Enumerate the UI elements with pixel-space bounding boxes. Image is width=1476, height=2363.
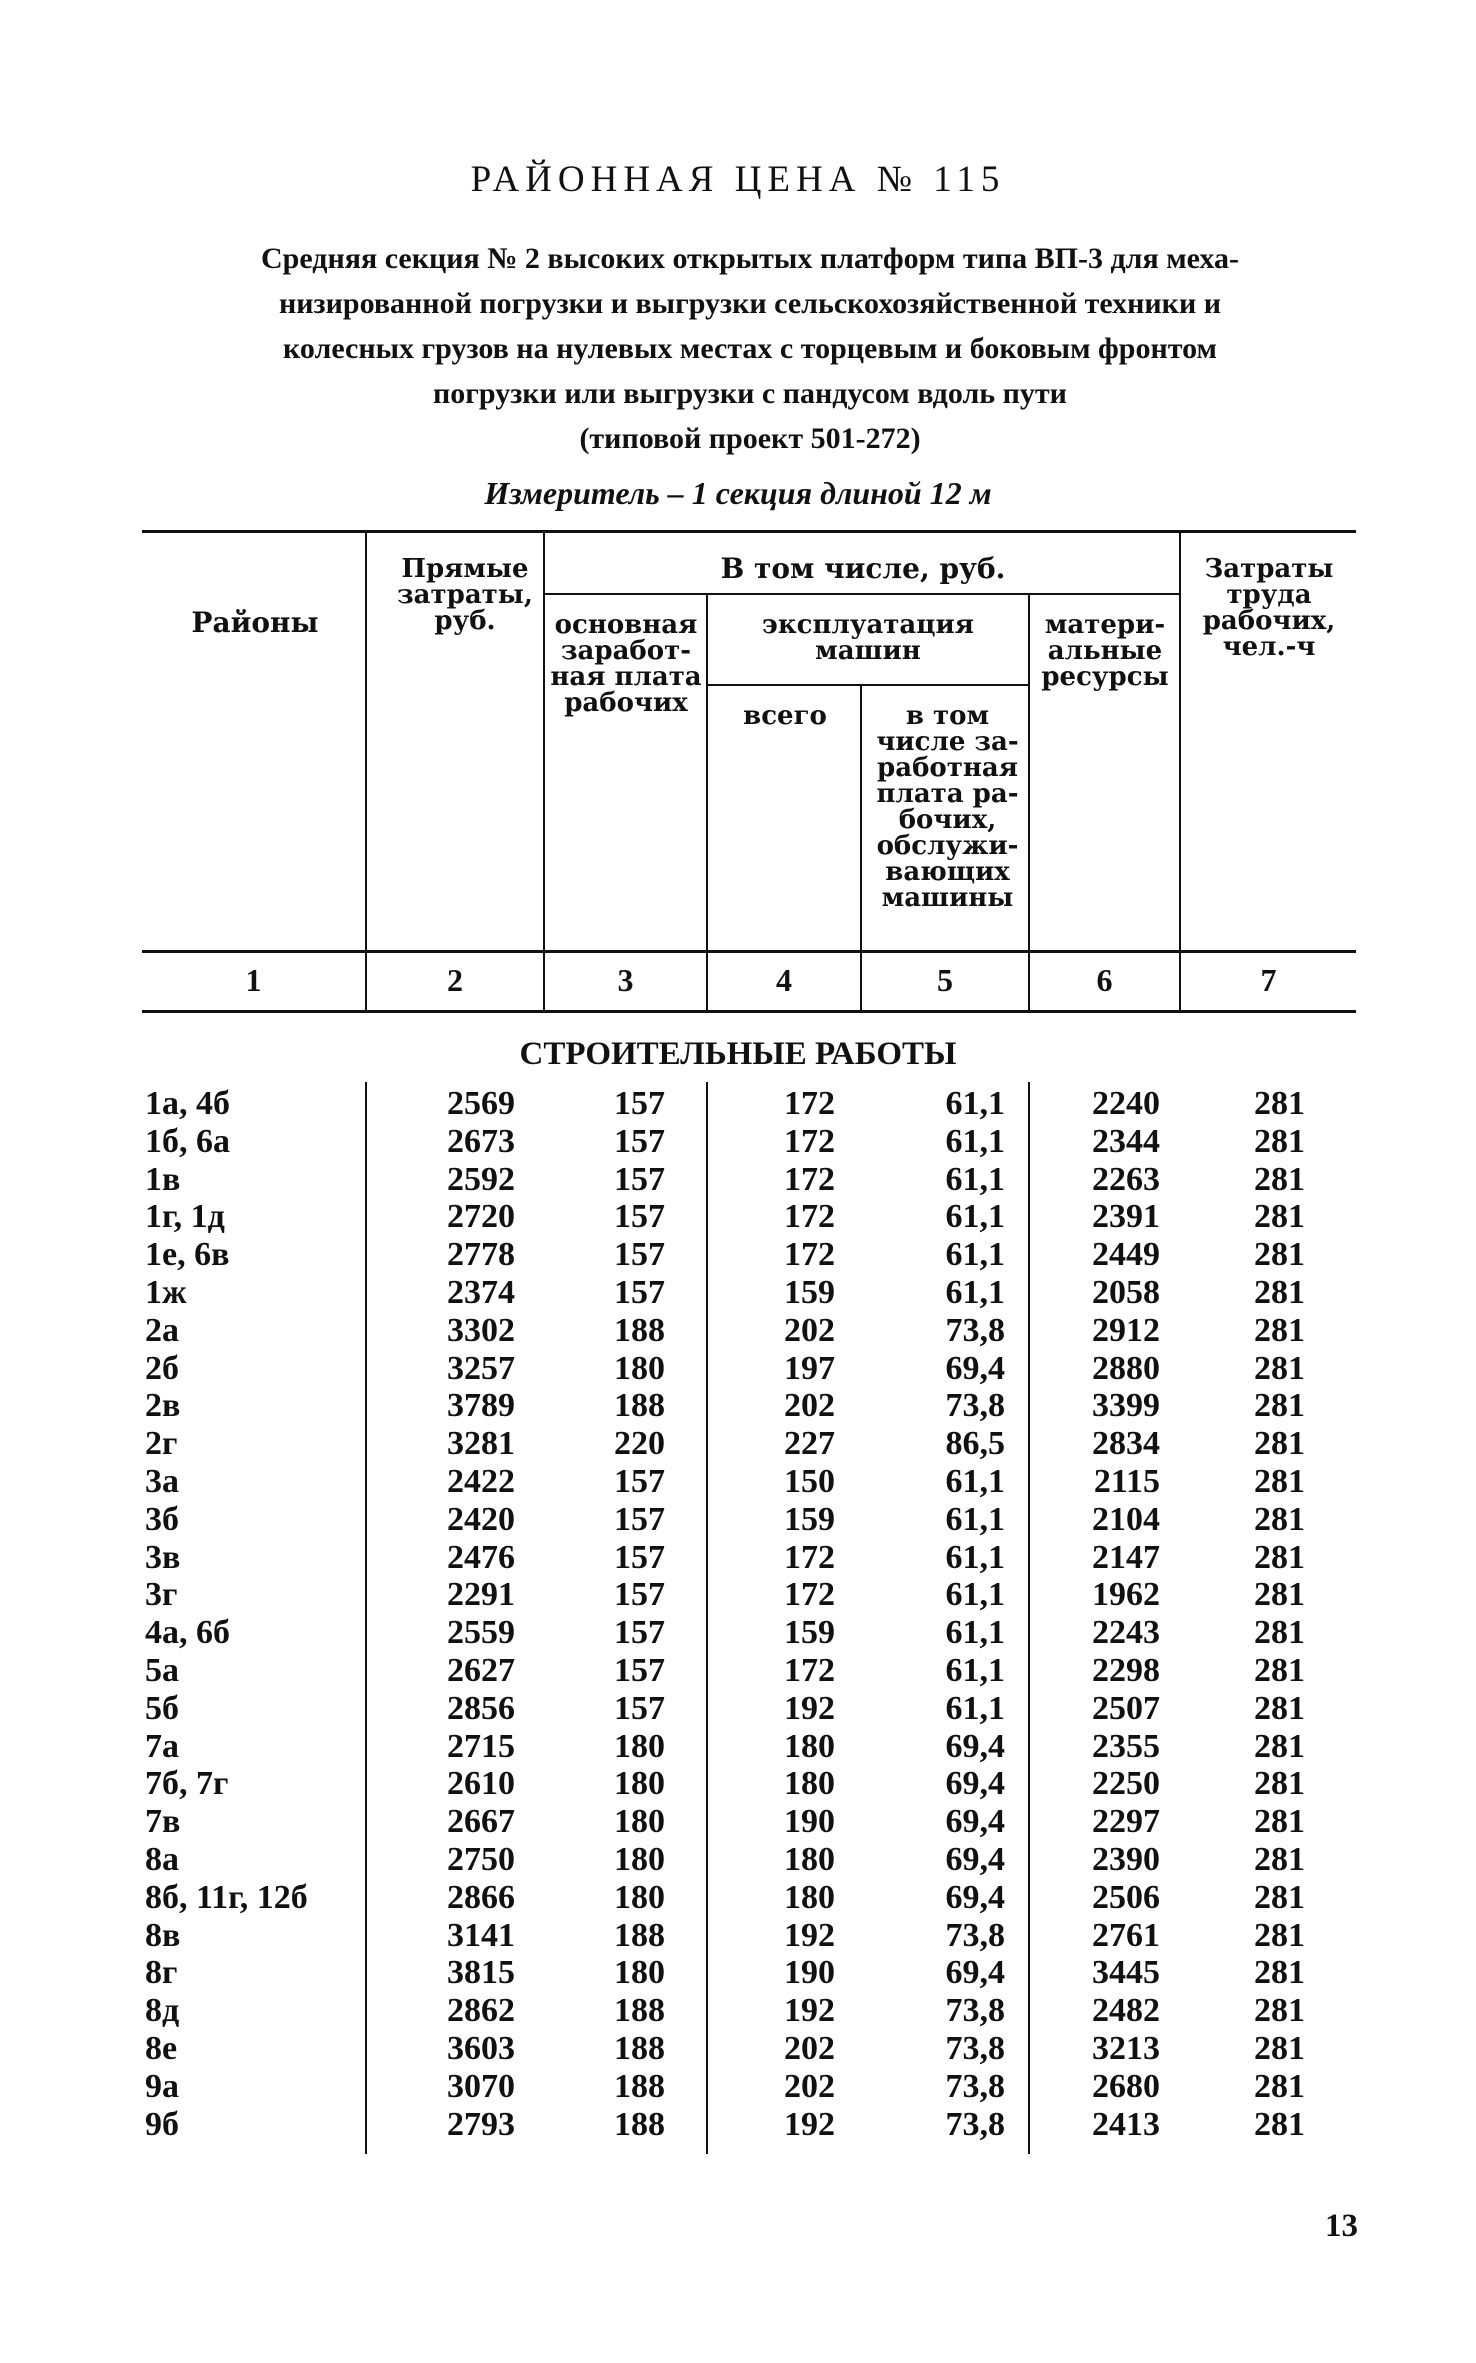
region-cell: 5а	[145, 1652, 179, 1689]
machines-total-cell: 227	[784, 1425, 835, 1463]
header-machine-operation: эксплуатация машин	[762, 610, 974, 666]
table-row	[0, 1387, 1476, 1425]
labor-cell: 281	[1254, 1274, 1305, 1311]
labor-cell: 281	[1254, 1576, 1305, 1614]
labor-cell: 281	[1254, 1765, 1305, 1803]
materials-cell: 2250	[1092, 1765, 1160, 1803]
col-divider	[365, 530, 367, 1013]
column-number: 6	[1096, 962, 1113, 998]
base-wage-cell: 220	[614, 1425, 665, 1463]
labor-cell: 281	[1254, 1311, 1305, 1349]
direct-costs-cell: 2715	[447, 1727, 515, 1765]
machine-wage-cell: 61,1	[945, 1463, 1005, 1500]
table-row	[0, 1123, 1476, 1161]
base-wage-cell: 157	[614, 1652, 665, 1689]
machine-wage-cell: 73,8	[945, 2030, 1005, 2067]
labor-cell: 281	[1254, 1500, 1305, 1538]
table-row	[0, 1501, 1476, 1539]
region-cell: 8б, 11г, 12б	[145, 1878, 308, 1916]
header-including-wage: в том числе за- работная плата ра- бочих, обслужи- вающих машины	[876, 701, 1019, 913]
labor-cell: 281	[1254, 1652, 1305, 1689]
base-wage-cell: 180	[614, 1954, 665, 1992]
machine-wage-cell: 61,1	[945, 1538, 1005, 1576]
base-wage-cell: 157	[614, 1614, 665, 1652]
table-row	[0, 1614, 1476, 1652]
region-cell: 8в	[145, 1916, 181, 1954]
base-wage-cell: 157	[614, 1160, 665, 1198]
header-including: В том числе, руб.	[720, 552, 1006, 585]
region-cell: 1а, 4б	[145, 1085, 230, 1122]
machine-wage-cell: 61,1	[945, 1236, 1005, 1274]
labor-cell: 281	[1254, 2105, 1305, 2143]
header-materials: матери- альные ресурсы	[1041, 610, 1169, 692]
machine-wage-cell: 61,1	[945, 1085, 1005, 1122]
materials-cell: 2263	[1092, 1160, 1160, 1198]
table-row	[0, 1274, 1476, 1312]
region-cell: 3а	[145, 1463, 179, 1500]
region-cell: 1в	[145, 1160, 181, 1198]
materials-cell: 3399	[1092, 1387, 1160, 1425]
region-cell: 9а	[145, 2067, 179, 2105]
base-wage-cell: 157	[614, 1500, 665, 1538]
region-cell: 1г, 1д	[145, 1198, 225, 1236]
region-cell: 1б, 6а	[145, 1122, 230, 1160]
labor-cell: 281	[1254, 1803, 1305, 1841]
machine-wage-cell: 61,1	[945, 1198, 1005, 1236]
materials-cell: 2355	[1092, 1727, 1160, 1765]
direct-costs-cell: 2793	[447, 2105, 515, 2143]
base-wage-cell: 157	[614, 1576, 665, 1614]
machines-total-cell: 190	[784, 1803, 835, 1841]
labor-cell: 281	[1254, 1122, 1305, 1160]
labor-cell: 281	[1254, 1727, 1305, 1765]
table-row	[0, 2068, 1476, 2106]
base-wage-cell: 157	[614, 1463, 665, 1500]
machines-total-cell: 159	[784, 1500, 835, 1538]
header-total: всего	[743, 701, 827, 731]
region-cell: 9б	[145, 2105, 179, 2143]
labor-cell: 281	[1254, 1349, 1305, 1387]
base-wage-cell: 157	[614, 1198, 665, 1236]
base-wage-cell: 180	[614, 1841, 665, 1878]
labor-cell: 281	[1254, 1085, 1305, 1122]
direct-costs-cell: 3141	[447, 1916, 515, 1954]
machine-wage-cell: 61,1	[945, 1274, 1005, 1311]
machines-total-cell: 202	[784, 2030, 835, 2067]
labor-cell: 281	[1254, 1916, 1305, 1954]
materials-cell: 1962	[1092, 1576, 1160, 1614]
region-cell: 8д	[145, 1992, 180, 2030]
machine-wage-cell: 73,8	[945, 1387, 1005, 1425]
base-wage-cell: 180	[614, 1727, 665, 1765]
materials-cell: 2391	[1092, 1198, 1160, 1236]
machines-total-cell: 172	[784, 1085, 835, 1122]
region-cell: 2б	[145, 1349, 179, 1387]
section-title: СТРОИТЕЛЬНЫЕ РАБОТЫ	[519, 1036, 957, 1072]
subtitle-line: низированной погрузки и выгрузки сельскохозяйственной техники и	[278, 287, 1222, 320]
direct-costs-cell: 2862	[447, 1992, 515, 2030]
machine-wage-cell: 73,8	[945, 2067, 1005, 2105]
base-wage-cell: 188	[614, 1992, 665, 2030]
direct-costs-cell: 2750	[447, 1841, 515, 1878]
labor-cell: 281	[1254, 2030, 1305, 2067]
machines-total-cell: 180	[784, 1841, 835, 1878]
labor-cell: 281	[1254, 1689, 1305, 1727]
table-row	[0, 1841, 1476, 1879]
base-wage-cell: 180	[614, 1803, 665, 1841]
base-wage-cell: 188	[614, 2030, 665, 2067]
table-row	[0, 1879, 1476, 1917]
machines-total-cell: 159	[784, 1274, 835, 1311]
machines-total-cell: 172	[784, 1236, 835, 1274]
labor-cell: 281	[1254, 1878, 1305, 1916]
machines-total-cell: 172	[784, 1652, 835, 1689]
base-wage-cell: 188	[614, 1387, 665, 1425]
table-row	[0, 1917, 1476, 1955]
subtitle	[142, 236, 1358, 461]
direct-costs-cell: 2476	[447, 1538, 515, 1576]
labor-cell: 281	[1254, 1236, 1305, 1274]
column-number: 4	[776, 962, 792, 998]
subtitle-line: колесных грузов на нулевых местах с торцевым и боковым фронтом	[283, 332, 1217, 365]
materials-cell: 2834	[1092, 1425, 1160, 1463]
region-cell: 8г	[145, 1954, 178, 1992]
materials-cell: 2761	[1092, 1916, 1160, 1954]
labor-cell: 281	[1254, 1841, 1305, 1878]
region-cell: 2а	[145, 1311, 179, 1349]
machines-total-cell: 172	[784, 1198, 835, 1236]
table-row	[0, 1954, 1476, 1992]
region-cell: 8а	[145, 1841, 179, 1878]
machines-rule	[708, 684, 1028, 686]
machine-wage-cell: 69,4	[945, 1841, 1005, 1878]
materials-cell: 2240	[1092, 1085, 1160, 1122]
labor-cell: 281	[1254, 1160, 1305, 1198]
machine-wage-cell: 69,4	[945, 1954, 1005, 1992]
header-labor: Затраты труда рабочих, чел.-ч	[1202, 554, 1336, 662]
header-top-rule	[142, 530, 1356, 533]
numbers-bottom-rule	[142, 1010, 1356, 1013]
materials-cell: 2147	[1092, 1538, 1160, 1576]
direct-costs-cell: 2569	[447, 1085, 515, 1122]
labor-cell: 281	[1254, 1614, 1305, 1652]
header-bottom-rule	[142, 950, 1356, 953]
machines-total-cell: 197	[784, 1349, 835, 1387]
machine-wage-cell: 61,1	[945, 1122, 1005, 1160]
region-cell: 8е	[145, 2030, 178, 2067]
table-row	[0, 1576, 1476, 1614]
materials-cell: 2104	[1092, 1500, 1160, 1538]
table-row	[0, 1463, 1476, 1501]
region-cell: 2г	[145, 1425, 178, 1463]
machines-total-cell: 202	[784, 1311, 835, 1349]
table-row	[0, 1198, 1476, 1236]
base-wage-cell: 188	[614, 1916, 665, 1954]
machine-wage-cell: 61,1	[945, 1614, 1005, 1652]
machines-total-cell: 190	[784, 1954, 835, 1992]
machine-wage-cell: 73,8	[945, 2105, 1005, 2143]
region-cell: 3г	[145, 1576, 178, 1614]
region-cell: 4а, 6б	[145, 1614, 230, 1652]
machine-wage-cell: 69,4	[945, 1878, 1005, 1916]
machines-total-cell: 192	[784, 1689, 835, 1727]
materials-cell: 3213	[1092, 2030, 1160, 2067]
machine-wage-cell: 69,4	[945, 1765, 1005, 1803]
col-divider	[1179, 530, 1181, 1013]
machine-wage-cell: 69,4	[945, 1727, 1005, 1765]
materials-cell: 2058	[1092, 1274, 1160, 1311]
base-wage-cell: 157	[614, 1274, 665, 1311]
labor-cell: 281	[1254, 1538, 1305, 1576]
materials-cell: 2115	[1093, 1463, 1160, 1500]
materials-cell: 2680	[1092, 2067, 1160, 2105]
subtitle-line: погрузки или выгрузки с пандусом вдоль пути	[433, 377, 1067, 410]
direct-costs-cell: 2778	[447, 1236, 515, 1274]
column-number: 2	[447, 962, 463, 998]
machines-total-cell: 172	[784, 1122, 835, 1160]
base-wage-cell: 157	[614, 1085, 665, 1122]
base-wage-cell: 180	[614, 1765, 665, 1803]
region-cell: 7в	[145, 1803, 181, 1841]
table-row	[0, 2030, 1476, 2068]
labor-cell: 281	[1254, 2067, 1305, 2105]
machine-wage-cell: 61,1	[945, 1160, 1005, 1198]
table-row	[0, 1728, 1476, 1766]
header-base-wage: основная заработ- ная плата рабочих	[550, 610, 702, 718]
base-wage-cell: 157	[614, 1538, 665, 1576]
region-cell: 5б	[145, 1689, 179, 1727]
table-row	[0, 1803, 1476, 1841]
direct-costs-cell: 2627	[447, 1652, 515, 1689]
base-wage-cell: 157	[614, 1236, 665, 1274]
direct-costs-cell: 2610	[447, 1765, 515, 1803]
direct-costs-cell: 3070	[447, 2067, 515, 2105]
table-row	[0, 1425, 1476, 1463]
direct-costs-cell: 2720	[447, 1198, 515, 1236]
region-cell: 7а	[145, 1727, 179, 1765]
machine-wage-cell: 61,1	[945, 1689, 1005, 1727]
region-cell: 1ж	[145, 1274, 187, 1311]
machines-total-cell: 180	[784, 1878, 835, 1916]
table-row	[0, 1085, 1476, 1123]
materials-cell: 2390	[1092, 1841, 1160, 1878]
materials-cell: 2243	[1092, 1614, 1160, 1652]
region-cell: 1е, 6в	[145, 1236, 230, 1274]
header-direct-costs: Прямые затраты, руб.	[397, 554, 533, 636]
col-divider	[1028, 593, 1030, 1013]
materials-cell: 2482	[1092, 1992, 1160, 2030]
machines-total-cell: 172	[784, 1576, 835, 1614]
base-wage-cell: 180	[614, 1349, 665, 1387]
base-wage-cell: 188	[614, 1311, 665, 1349]
region-cell: 3в	[145, 1538, 181, 1576]
including-rule	[545, 593, 1181, 595]
materials-cell: 2880	[1092, 1349, 1160, 1387]
direct-costs-cell: 2667	[447, 1803, 515, 1841]
base-wage-cell: 180	[614, 1878, 665, 1916]
machines-total-cell: 192	[784, 1916, 835, 1954]
materials-cell: 2298	[1092, 1652, 1160, 1689]
materials-cell: 2344	[1092, 1122, 1160, 1160]
table-row	[0, 1690, 1476, 1728]
machine-wage-cell: 61,1	[945, 1576, 1005, 1614]
base-wage-cell: 188	[614, 2105, 665, 2143]
direct-costs-cell: 3789	[447, 1387, 515, 1425]
machines-total-cell: 159	[784, 1614, 835, 1652]
machine-wage-cell: 61,1	[945, 1500, 1005, 1538]
machines-total-cell: 180	[784, 1765, 835, 1803]
base-wage-cell: 188	[614, 2067, 665, 2105]
materials-cell: 2507	[1092, 1689, 1160, 1727]
base-wage-cell: 157	[614, 1689, 665, 1727]
labor-cell: 281	[1254, 1463, 1305, 1500]
materials-cell: 2297	[1092, 1803, 1160, 1841]
page-title: РАЙОННАЯ ЦЕНА № 115	[470, 159, 1006, 200]
table-row	[0, 1992, 1476, 2030]
machine-wage-cell: 69,4	[945, 1349, 1005, 1387]
page-number: 13	[1325, 2208, 1358, 2244]
machines-total-cell: 202	[784, 1387, 835, 1425]
direct-costs-cell: 2673	[447, 1122, 515, 1160]
machines-total-cell: 202	[784, 2067, 835, 2105]
materials-cell: 2413	[1092, 2105, 1160, 2143]
direct-costs-cell: 3281	[447, 1425, 515, 1463]
labor-cell: 281	[1254, 1425, 1305, 1463]
materials-cell: 2506	[1092, 1878, 1160, 1916]
region-cell: 7б, 7г	[145, 1765, 229, 1803]
header-regions: Районы	[191, 606, 319, 639]
machines-total-cell: 172	[784, 1160, 835, 1198]
machines-total-cell: 180	[784, 1727, 835, 1765]
machine-wage-cell: 61,1	[945, 1652, 1005, 1689]
labor-cell: 281	[1254, 1954, 1305, 1992]
base-wage-cell: 157	[614, 1122, 665, 1160]
subtitle-line: (типовой проект 501-272)	[579, 422, 921, 455]
column-number: 1	[245, 962, 262, 998]
direct-costs-cell: 3257	[447, 1349, 515, 1387]
materials-cell: 2449	[1092, 1236, 1160, 1274]
machines-total-cell: 172	[784, 1538, 835, 1576]
subtitle-line: Средняя секция № 2 высоких открытых платформ типа ВП-3 для меха-	[261, 242, 1239, 275]
labor-cell: 281	[1254, 1387, 1305, 1425]
labor-cell: 281	[1254, 1992, 1305, 2030]
col-divider	[706, 593, 708, 1013]
direct-costs-cell: 2420	[447, 1500, 515, 1538]
machines-total-cell: 150	[784, 1463, 835, 1500]
table-row	[0, 2106, 1476, 2144]
direct-costs-cell: 3302	[447, 1311, 515, 1349]
table-row	[0, 1312, 1476, 1350]
column-number: 3	[617, 962, 634, 998]
direct-costs-cell: 2592	[447, 1160, 515, 1198]
table-row	[0, 1539, 1476, 1577]
direct-costs-cell: 2374	[447, 1274, 515, 1311]
direct-costs-cell: 2866	[447, 1878, 515, 1916]
materials-cell: 3445	[1092, 1954, 1160, 1992]
direct-costs-cell: 3815	[447, 1954, 515, 1992]
direct-costs-cell: 3603	[447, 2030, 515, 2067]
table-row	[0, 1350, 1476, 1388]
materials-cell: 2912	[1092, 1311, 1160, 1349]
direct-costs-cell: 2291	[447, 1576, 515, 1614]
region-cell: 3б	[145, 1500, 179, 1538]
table-row	[0, 1236, 1476, 1274]
table-row	[0, 1652, 1476, 1690]
region-cell: 2в	[145, 1387, 181, 1425]
machine-wage-cell: 73,8	[945, 1916, 1005, 1954]
table-row	[0, 1765, 1476, 1803]
measure-unit: Измеритель – 1 секция длиной 12 м	[484, 475, 992, 511]
direct-costs-cell: 2559	[447, 1614, 515, 1652]
machine-wage-cell: 73,8	[945, 1992, 1005, 2030]
column-number: 5	[937, 962, 953, 998]
machine-wage-cell: 73,8	[945, 1311, 1005, 1349]
labor-cell: 281	[1254, 1198, 1305, 1236]
direct-costs-cell: 2856	[447, 1689, 515, 1727]
col-divider	[543, 530, 545, 1013]
column-number: 7	[1260, 962, 1277, 998]
machine-wage-cell: 86,5	[945, 1425, 1005, 1463]
machines-total-cell: 192	[784, 1992, 835, 2030]
direct-costs-cell: 2422	[447, 1463, 515, 1500]
machine-wage-cell: 69,4	[945, 1803, 1005, 1841]
table-row	[0, 1161, 1476, 1199]
machines-total-cell: 192	[784, 2105, 835, 2143]
